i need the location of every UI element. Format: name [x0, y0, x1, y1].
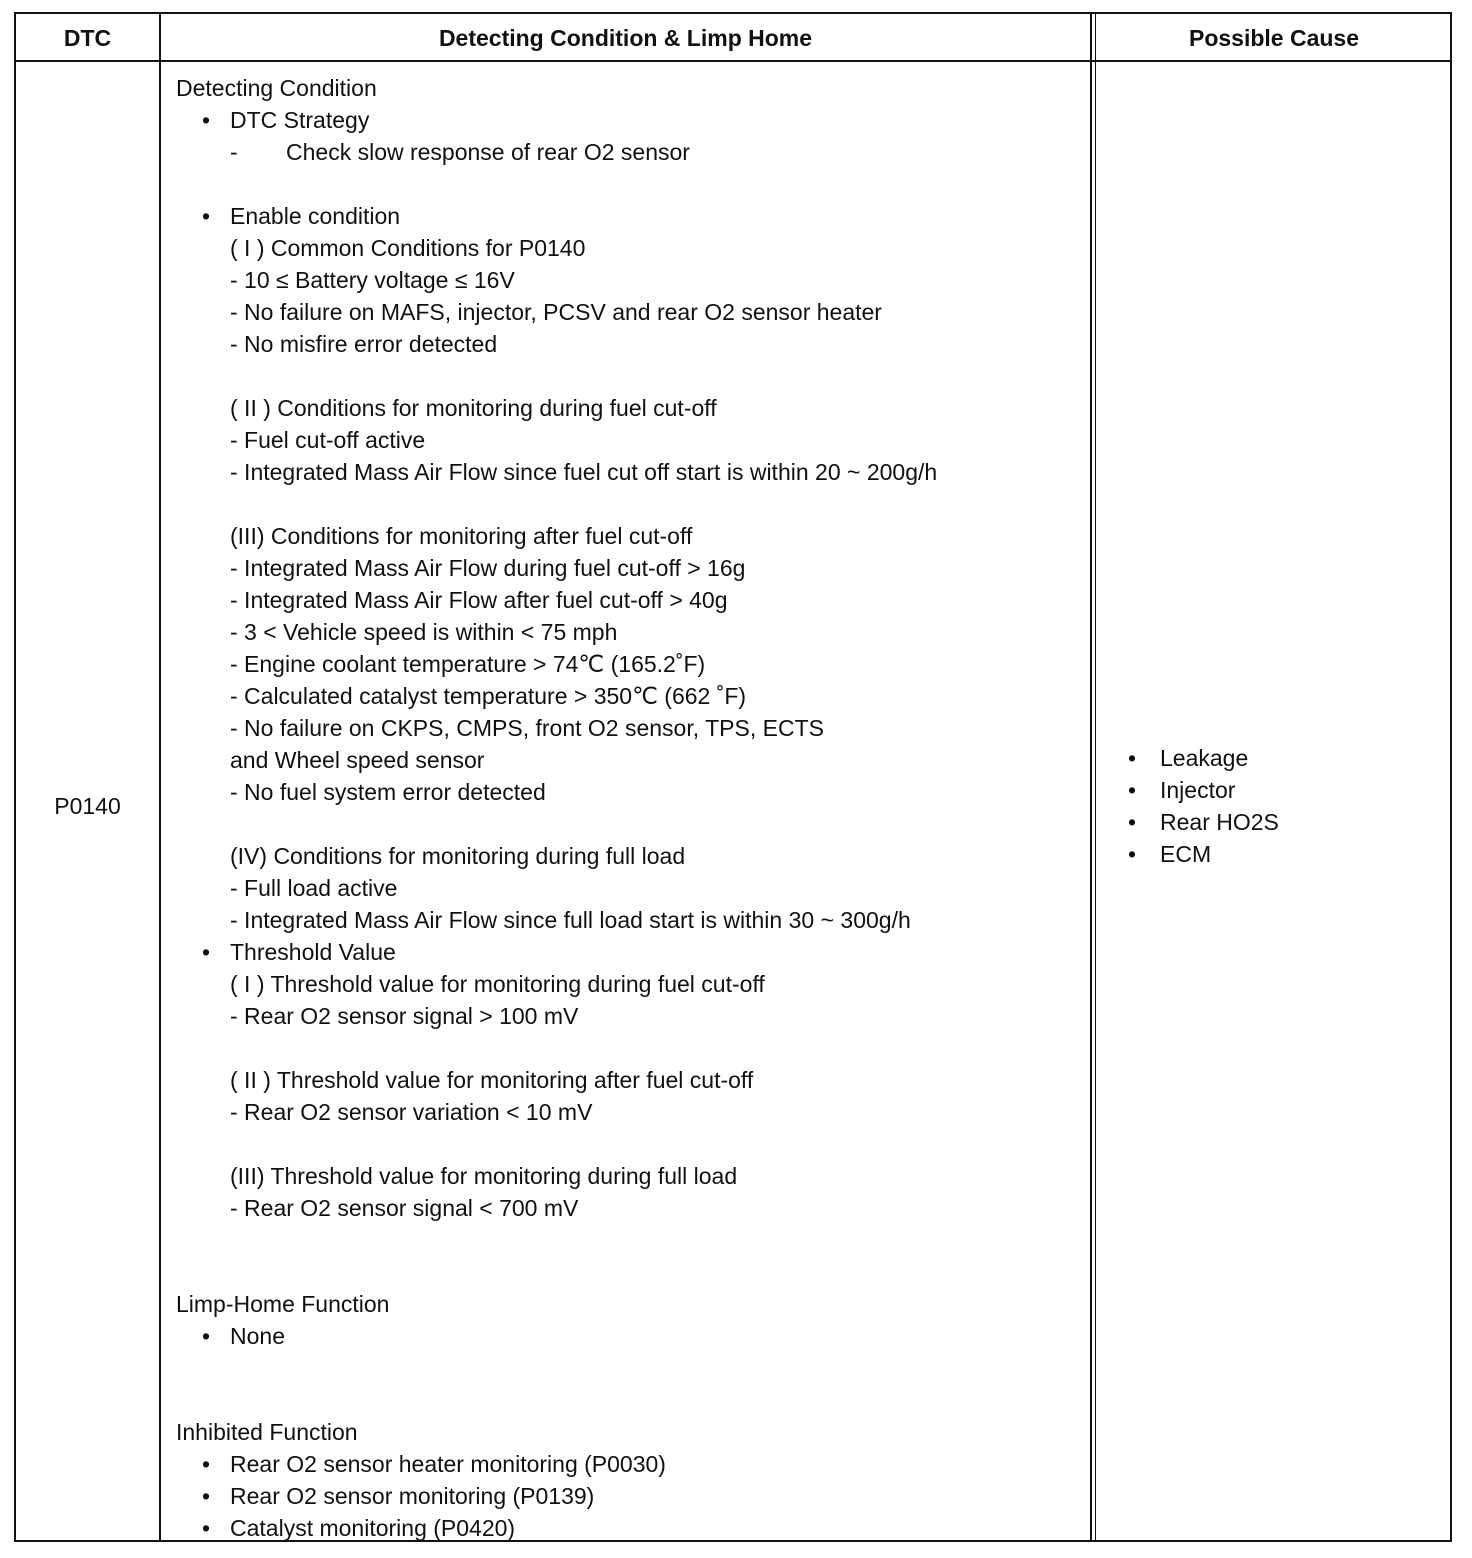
bullet-icon: • [202, 1515, 211, 1541]
group-title: (III) Threshold value for monitoring during full load [230, 1163, 738, 1189]
condition-cell [176, 72, 1086, 1544]
group-title: (IV) Conditions for monitoring during full load [230, 843, 686, 869]
bullet-icon: • [1128, 745, 1137, 771]
list-item: - Fuel cut-off active [230, 427, 426, 453]
group-title: ( I ) Common Conditions for P0140 [230, 235, 586, 261]
list-item: - Rear O2 sensor signal > 100 mV [230, 1003, 579, 1029]
dash-icon: - [230, 139, 238, 165]
header-condition: Detecting Condition & Limp Home [438, 24, 813, 51]
bullet-icon: • [1128, 841, 1137, 867]
cause-item: Leakage [1160, 745, 1249, 771]
dtc-code: P0140 [54, 793, 121, 819]
dtc-table [14, 12, 1452, 1542]
column-divider [1095, 14, 1096, 1540]
list-item [176, 136, 1086, 168]
threshold-label: Threshold Value [230, 939, 396, 965]
cause-item: Injector [1160, 777, 1236, 803]
list-item [176, 936, 1086, 968]
section-title-limp: Limp-Home Function [176, 1291, 390, 1317]
list-item: - No failure on MAFS, injector, PCSV and rear O2 sensor heater [230, 299, 882, 325]
list-item: - 3 < Vehicle speed is within < 75 mph [230, 619, 618, 645]
bullet-icon: • [1128, 777, 1137, 803]
list-item: - No failure on CKPS, CMPS, front O2 sensor, TPS, ECTS [230, 715, 824, 741]
inhibited-item: Catalyst monitoring (P0420) [230, 1515, 516, 1541]
column-divider [1090, 14, 1092, 1540]
header-cause: Possible Cause [1188, 24, 1360, 51]
list-item [176, 1480, 1086, 1512]
list-item [176, 200, 1086, 232]
bullet-icon: • [202, 1323, 211, 1349]
enable-label: Enable condition [230, 203, 401, 229]
group-title: ( I ) Threshold value for monitoring during fuel cut-off [230, 971, 765, 997]
list-item [176, 1320, 1086, 1352]
bullet-icon: • [1128, 809, 1137, 835]
list-item [176, 1512, 1086, 1544]
bullet-icon: • [202, 1483, 211, 1509]
group-title: ( II ) Threshold value for monitoring after fuel cut-off [230, 1067, 754, 1093]
list-item [1128, 774, 1279, 806]
section-title-detecting: Detecting Condition [176, 75, 377, 101]
bullet-icon: • [202, 107, 211, 133]
list-item: - Integrated Mass Air Flow since full load start is within 30 ~ 300g/h [230, 907, 911, 933]
list-item: - No misfire error detected [230, 331, 498, 357]
bullet-icon: • [202, 203, 211, 229]
possible-cause-list [1128, 742, 1279, 870]
list-item: and Wheel speed sensor [230, 747, 485, 773]
list-item [176, 1448, 1086, 1480]
strategy-item: Check slow response of rear O2 sensor [286, 139, 690, 165]
group-title: (III) Conditions for monitoring after fuel cut-off [230, 523, 693, 549]
list-item: - Rear O2 sensor signal < 700 mV [230, 1195, 579, 1221]
list-item: - Integrated Mass Air Flow after fuel cut-off > 40g [230, 587, 728, 613]
strategy-label: DTC Strategy [230, 107, 370, 133]
list-item: - Integrated Mass Air Flow since fuel cut off start is within 20 ~ 200g/h [230, 459, 938, 485]
column-divider [159, 14, 161, 1540]
group-title: ( II ) Conditions for monitoring during fuel cut-off [230, 395, 717, 421]
list-item: - 10 ≤ Battery voltage ≤ 16V [230, 267, 515, 293]
inhibited-item: Rear O2 sensor heater monitoring (P0030) [230, 1451, 666, 1477]
header-dtc: DTC [63, 24, 112, 51]
bullet-icon: • [202, 1451, 211, 1477]
list-item: - Full load active [230, 875, 398, 901]
list-item [176, 104, 1086, 136]
cause-item: ECM [1160, 841, 1212, 867]
bullet-icon: • [202, 939, 211, 965]
list-item: - Engine coolant temperature > 74℃ (165.2˚F) [230, 651, 706, 677]
list-item [1128, 806, 1279, 838]
list-item: - No fuel system error detected [230, 779, 546, 805]
list-item: - Rear O2 sensor variation < 10 mV [230, 1099, 593, 1125]
list-item: - Calculated catalyst temperature > 350℃ (662 ˚F) [230, 683, 747, 709]
inhibited-item: Rear O2 sensor monitoring (P0139) [230, 1483, 595, 1509]
list-item: - Integrated Mass Air Flow during fuel cut-off > 16g [230, 555, 746, 581]
list-item [1128, 838, 1279, 870]
limp-item: None [230, 1323, 285, 1349]
list-item [1128, 742, 1279, 774]
cause-item: Rear HO2S [1160, 809, 1279, 835]
section-title-inhibited: Inhibited Function [176, 1419, 358, 1445]
